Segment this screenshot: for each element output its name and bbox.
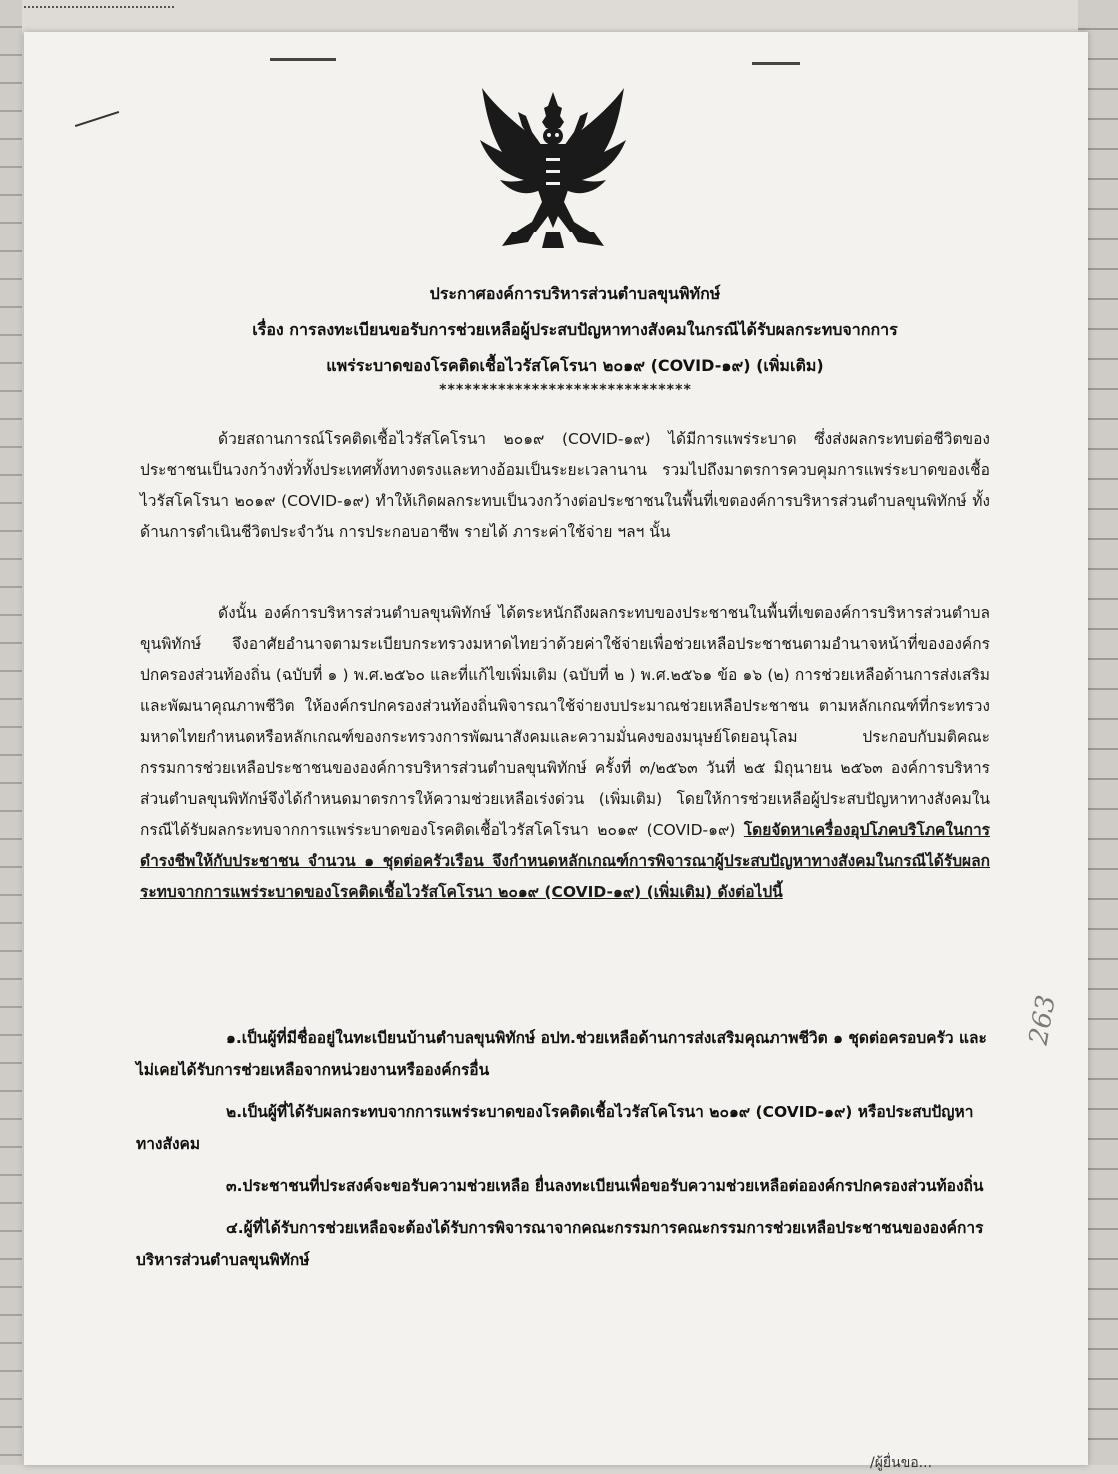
header-line-1: ประกาศองค์การบริหารส่วนตำบลขุนพิทักษ์ bbox=[429, 284, 721, 303]
paragraph-2 bbox=[140, 598, 990, 908]
paragraph-2-text: ดังนั้น องค์การบริหารส่วนตำบลขุนพิทักษ์ ได้ตระหนักถึงผลกระทบของประชาชนในพื้นที่เขตองค์การบริหารส่วนตำบลขุนพิทักษ์ จึงอาศัยอำนาจตามระเบียบกระทรวงมหาดไทยว่าด้วยค่าใช้จ่ายเพื่อช่วยเหลือประชาชนตามอำนาจหน้าที่ขององค์กรปกครองส่วนท้องถิ่น (ฉบับที่ ๑ ) พ.ศ.๒๕๖๐ และที่แก้ไขเพิ่มเติม (ฉบับที่ ๒ ) พ.ศ.๒๕๖๑ ข้อ ๑๖ (๒) การช่วยเหลือด้านการส่งเสริมและพัฒนาคุณภาพชีวิต ให้องค์กรปกครองส่วนท้องถิ่นพิจารณาใช้จ่ายงบประมาณช่วยเหลือประชาชน ตามหลักเกณฑ์ที่กระทรวงมหาดไทยกำหนดหรือหลักเกณฑ์ของกระทรวงการพัฒนาสังคมและความมั่นคงของมนุษย์โดยอนุโลม ประกอบกับมติคณะกรรมการช่วยเหลือประชาชนขององค์การบริหารส่วนตำบลขุนพิทักษ์ ครั้งที่ ๓/๒๕๖๓ วันที่ ๒๕ มิถุนายน ๒๕๖๓ องค์การบริหารส่วนตำบลขุนพิทักษ์จึงได้กำหนดมาตรการให้ความช่วยเหลือเร่งด่วน (เพิ่มเติม) โดยให้การช่วยเหลือผู้ประสบปัญหาทางสังคมในกรณีได้รับผลกระทบจากการแพร่ระบาดของโรคติดเชื้อไวรัสโคโรนา ๒๐๑๙ (COVID-๑๙) bbox=[140, 604, 990, 839]
criteria-item bbox=[136, 1212, 992, 1276]
scan-mark bbox=[752, 62, 800, 65]
footer-fragment: /ผู้ยื่นขอ... bbox=[870, 1455, 933, 1471]
left-lined-paper bbox=[0, 0, 22, 1465]
criteria-item-text: ๒.เป็นผู้ที่ได้รับผลกระทบจากการแพร่ระบาดของโรคติดเชื้อไวรัสโคโรนา ๒๐๑๙ (COVID-๑๙) หรือประสบปัญหาทางสังคม bbox=[136, 1103, 974, 1153]
garuda-emblem-icon bbox=[472, 82, 634, 252]
scan-mark bbox=[270, 58, 336, 61]
handwritten-note: 263 bbox=[1023, 992, 1062, 1048]
header-line-3: แพร่ระบาดของโรคติดเชื้อไวรัสโคโรนา ๒๐๑๙ (COVID-๑๙) (เพิ่มเติม) bbox=[326, 356, 824, 375]
header-line-2: เรื่อง การลงทะเบียนขอรับการช่วยเหลือผู้ประสบปัญหาทางสังคมในกรณีได้รับผลกระทบจากการ bbox=[252, 320, 898, 339]
paragraph-1 bbox=[140, 424, 990, 548]
dotted-line bbox=[4, 6, 174, 8]
criteria-item-text: ๔.ผู้ที่ได้รับการช่วยเหลือจะต้องได้รับการพิจารณาจากคณะกรรมการคณะกรรมการช่วยเหลือประชาชนขององค์การบริหารส่วนตำบลขุนพิทักษ์ bbox=[136, 1219, 984, 1269]
top-strip bbox=[0, 0, 1118, 34]
paragraph-1-text: ด้วยสถานการณ์โรคติดเชื้อไวรัสโคโรนา ๒๐๑๙ (COVID-๑๙) ได้มีการแพร่ระบาด ซึ่งส่งผลกระทบต่อชีวิตของประชาชนเป็นวงกว้างทั่วทั้งประเทศทั้งทางตรงและทางอ้อมเป็นระยะเวลานาน รวมไปถึงมาตรการควบคุมการแพร่ระบาดของเชื้อไวรัสโคโรนา ๒๐๑๙ (COVID-๑๙) ทำให้เกิดผลกระทบเป็นวงกว้างต่อประชาชนในพื้นที่เขตองค์การบริหารส่วนตำบลขุนพิทักษ์ ทั้งด้านการดำเนินชีวิตประจำวัน การประกอบอาชีพ รายได้ ภาระค่าใช้จ่าย ฯลฯ นั้น bbox=[140, 430, 990, 541]
criteria-list bbox=[136, 1022, 992, 1286]
paragraph-2-underlined-text: โดยจัดหาเครื่องอุปโภคบริโภคในการดำรงชีพให้กับประชาชน จำนวน ๑ ชุดต่อครัวเรือน จึงกำหนดหลักเกณฑ์การพิจารณาผู้ประสบปัญหาทางสังคมในกรณีได้รับผลกระทบจากการแพร่ระบาดของโรคติดเชื้อไวรัสโคโรนา ๒๐๑๙ (COVID-๑๙) (เพิ่มเติม) ดังต่อไปนี้ bbox=[140, 821, 990, 901]
criteria-item-text: ๓.ประชาชนที่ประสงค์จะขอรับความช่วยเหลือ ยื่นลงทะเบียนเพื่อขอรับความช่วยเหลือต่อองค์กรปกครองส่วนท้องถิ่น bbox=[226, 1177, 984, 1195]
criteria-item-text: ๑.เป็นผู้ที่มีชื่ออยู่ในทะเบียนบ้านตำบลขุนพิทักษ์ อปท.ช่วยเหลือด้านการส่งเสริมคุณภาพชีวิต ๑ ชุดต่อครอบครัว และไม่เคยได้รับการช่วยเหลือจากหน่วยงานหรือองค์กรอื่น bbox=[136, 1029, 987, 1079]
criteria-item bbox=[136, 1170, 992, 1202]
criteria-item bbox=[136, 1096, 992, 1160]
announcement-header bbox=[150, 276, 1000, 384]
header-separator: ****************************** bbox=[438, 382, 692, 398]
criteria-item bbox=[136, 1022, 992, 1086]
